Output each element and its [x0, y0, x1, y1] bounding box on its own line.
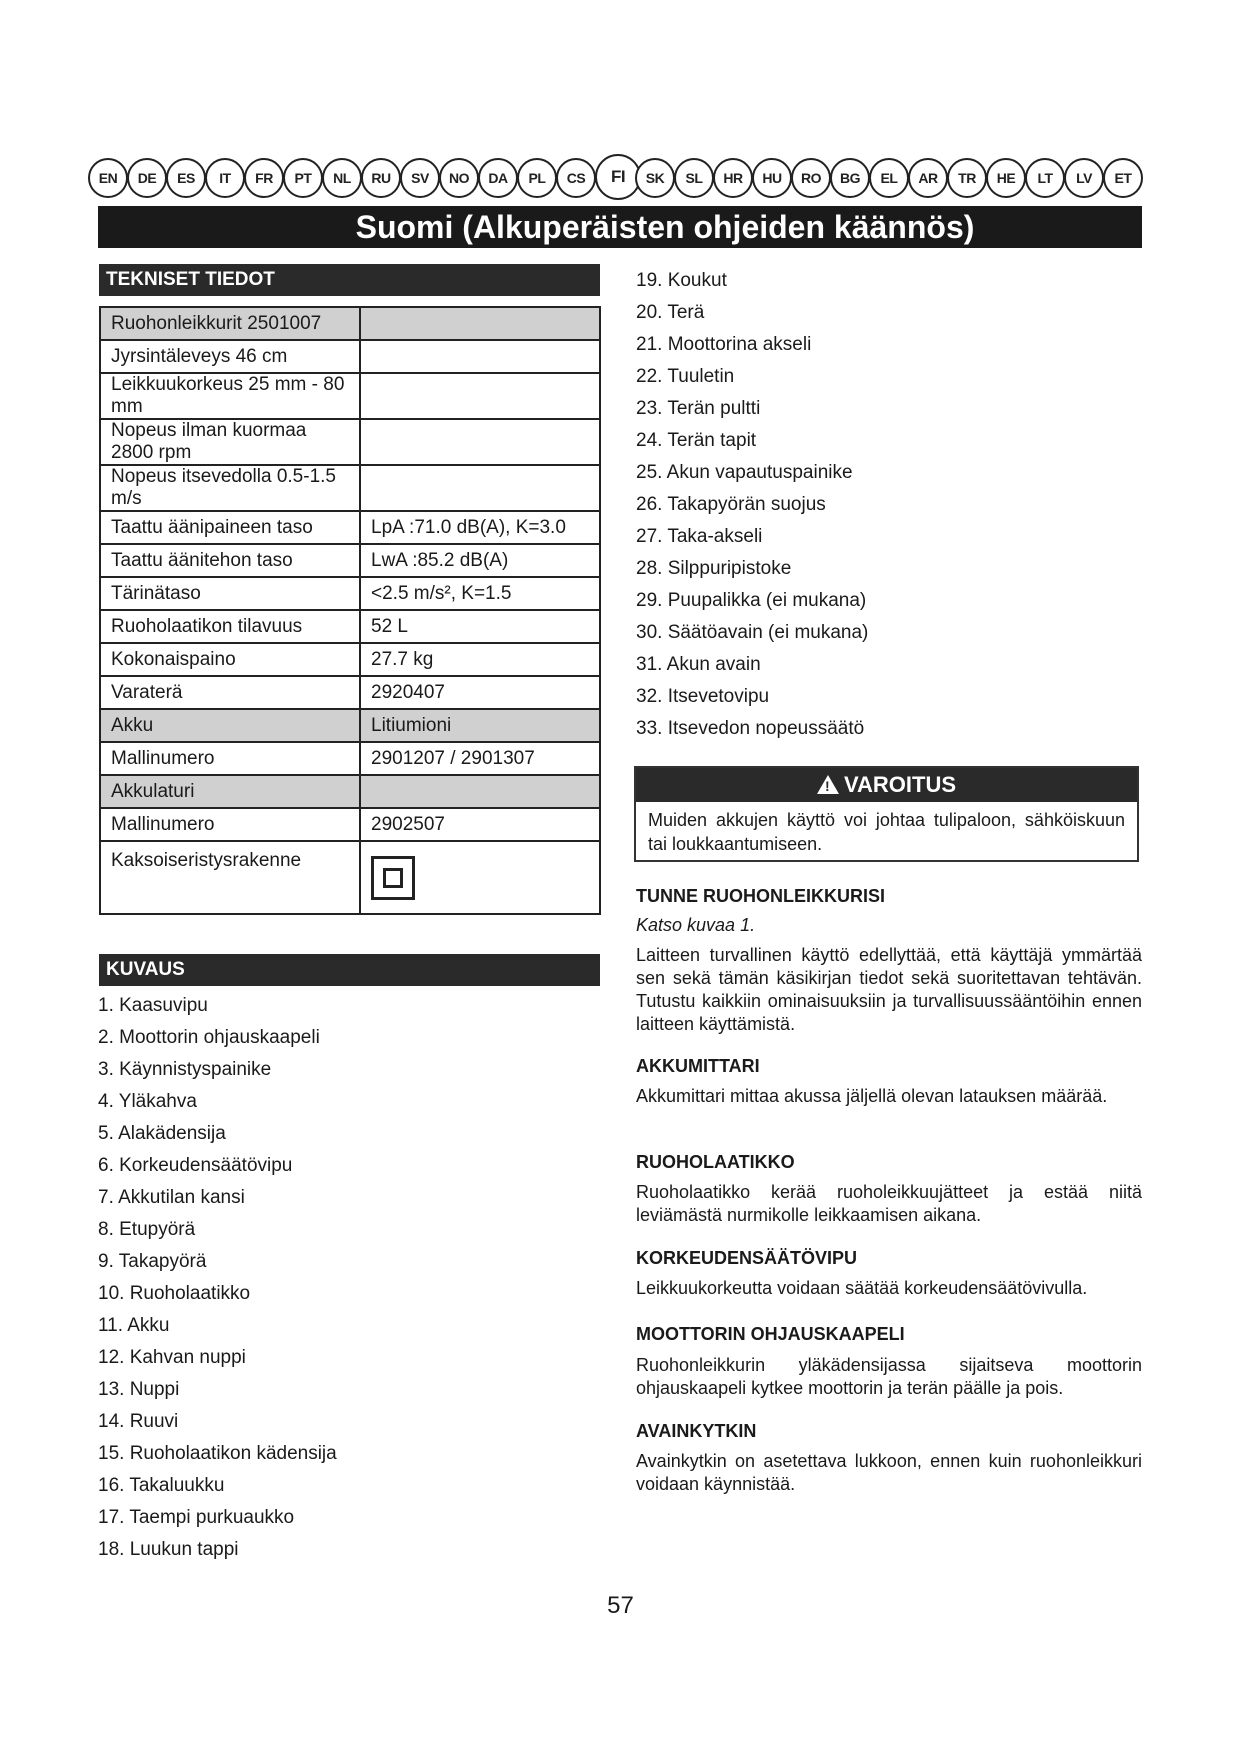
spec-row: [100, 610, 600, 643]
list-item: 10. Ruoholaatikko: [98, 1283, 251, 1304]
language-tab-es: ES: [166, 158, 206, 198]
spec-row: [100, 676, 600, 709]
spec-value: 2901207 / 2901307: [360, 742, 600, 775]
warning-box: [634, 766, 1139, 862]
spec-label: Taattu äänitehon taso: [100, 544, 360, 577]
list-item: 24. Terän tapit: [636, 430, 757, 451]
language-tab-hr: HR: [713, 158, 753, 198]
language-bar: [88, 158, 1142, 200]
spec-value: [360, 841, 600, 914]
list-item: 14. Ruuvi: [98, 1411, 179, 1432]
section-heading: AKKUMITTARI: [636, 1056, 760, 1076]
language-tab-sl: SL: [674, 158, 714, 198]
spec-label: Ruohonleikkurit 2501007: [100, 307, 360, 340]
section-text: Akkumittari mittaa akussa jäljellä olevan latauksen määrää.: [636, 1086, 1108, 1106]
language-tab-el: EL: [869, 158, 909, 198]
list-item: 9. Takapyörä: [98, 1251, 207, 1272]
spec-value: [360, 465, 600, 511]
list-item: 6. Korkeudensäätövipu: [98, 1155, 293, 1176]
spec-label: Jyrsintäleveys 46 cm: [100, 340, 360, 373]
spec-row: [100, 742, 600, 775]
section-heading: KORKEUDENSÄÄTÖVIPU: [636, 1248, 858, 1268]
language-tab-lt: LT: [1025, 158, 1065, 198]
language-tab-pl: PL: [517, 158, 557, 198]
parts-list-right: [636, 265, 1116, 745]
list-item: 23. Terän pultti: [636, 398, 761, 419]
spec-label: Leikkuukorkeus 25 mm - 80 mm: [100, 373, 360, 419]
language-tab-da: DA: [478, 158, 518, 198]
section-subheading: Katso kuvaa 1.: [636, 915, 756, 935]
language-tab-he: HE: [986, 158, 1026, 198]
list-item: 15. Ruoholaatikon kädensija: [98, 1443, 337, 1464]
spec-row: [100, 709, 600, 742]
list-item: 12. Kahvan nuppi: [98, 1347, 246, 1368]
list-item: 20. Terä: [636, 302, 705, 323]
warning-header: [636, 768, 1137, 802]
page-title: Suomi (Alkuperäisten ohjeiden käännös): [98, 206, 1142, 248]
spec-value: 52 L: [360, 610, 600, 643]
spec-label: Taattu äänipaineen taso: [100, 511, 360, 544]
language-tab-hu: HU: [752, 158, 792, 198]
list-item: 28. Silppuripistoke: [636, 558, 792, 579]
spec-value: [360, 307, 600, 340]
spec-label: Mallinumero: [100, 742, 360, 775]
spec-value: LpA :71.0 dB(A), K=3.0: [360, 511, 600, 544]
spec-row: [100, 419, 600, 465]
spec-row: [100, 307, 600, 340]
list-item: 30. Säätöavain (ei mukana): [636, 622, 869, 643]
list-item: 33. Itsevedon nopeussäätö: [636, 718, 865, 739]
language-tab-et: ET: [1103, 158, 1143, 198]
list-item: 18. Luukun tappi: [98, 1539, 239, 1560]
spec-value: 2920407: [360, 676, 600, 709]
section-text: Ruohonleikkurin yläkädensijassa sijaitseva moottorin ohjauskaapeli kytkee moottorin ja terän päälle ja pois.: [636, 1355, 1142, 1398]
language-tab-fi: FI: [595, 154, 641, 200]
list-item: 26. Takapyörän suojus: [636, 494, 826, 515]
section-text: Laitteen turvallinen käyttö edellyttää, että käyttäjä ymmärtää sen sekä tämän käsikirjan tiedot sekä suoritettavan tehtävän. Tutustu kaikkiin ominaisuuksiin ja turvallisuussääntöihin ennen laitteen käyttämistä.: [636, 945, 1142, 1034]
list-item: 19. Koukut: [636, 270, 727, 291]
language-tab-de: DE: [127, 158, 167, 198]
list-item: 22. Tuuletin: [636, 366, 735, 387]
spec-value: [360, 340, 600, 373]
section-heading: MOOTTORIN OHJAUSKAAPELI: [636, 1324, 905, 1344]
spec-label: Akkulaturi: [100, 775, 360, 808]
warning-text: Muiden akkujen käyttö voi johtaa tulipaloon, sähköiskuun tai loukkaantumiseen.: [648, 810, 1125, 854]
language-tab-pt: PT: [283, 158, 323, 198]
spec-value: 27.7 kg: [360, 643, 600, 676]
language-tab-it: IT: [205, 158, 245, 198]
spec-label: Nopeus ilman kuormaa 2800 rpm: [100, 419, 360, 465]
section-heading: AVAINKYTKIN: [636, 1421, 757, 1441]
section-text: Ruoholaatikko kerää ruoholeikkuujätteet ja estää niitä leviämästä nurmikolle leikkaamisen aikana.: [636, 1182, 1142, 1225]
spec-value: [360, 373, 600, 419]
language-tab-tr: TR: [947, 158, 987, 198]
list-item: 32. Itsevetovipu: [636, 686, 770, 707]
language-tab-en: EN: [88, 158, 128, 198]
language-tab-bg: BG: [830, 158, 870, 198]
list-item: 17. Taempi purkuaukko: [98, 1507, 295, 1528]
list-item: 25. Akun vapautuspainike: [636, 462, 853, 483]
parts-list-left: [98, 990, 578, 1566]
spec-label: Akku: [100, 709, 360, 742]
warning-heading: VAROITUS: [843, 772, 957, 797]
spec-row: [100, 775, 600, 808]
list-item: 31. Akun avain: [636, 654, 761, 675]
language-tab-cs: CS: [556, 158, 596, 198]
language-tab-sv: SV: [400, 158, 440, 198]
spec-label: Kaksoiseristysrakenne: [100, 841, 360, 914]
spec-label: Varaterä: [100, 676, 360, 709]
spec-label: Ruoholaatikon tilavuus: [100, 610, 360, 643]
double-insulation-icon: [371, 856, 415, 900]
list-item: 2. Moottorin ohjauskaapeli: [98, 1027, 320, 1048]
spec-label: Tärinätaso: [100, 577, 360, 610]
language-tab-sk: SK: [635, 158, 675, 198]
spec-value: 2902507: [360, 808, 600, 841]
language-tab-nl: NL: [322, 158, 362, 198]
spec-row: [100, 643, 600, 676]
spec-row: [100, 340, 600, 373]
section-heading: RUOHOLAATIKKO: [636, 1152, 795, 1172]
list-item: 11. Akku: [98, 1315, 170, 1336]
specs-table: [99, 306, 601, 915]
language-tab-ro: RO: [791, 158, 831, 198]
list-item: 4. Yläkahva: [98, 1091, 197, 1112]
language-tab-no: NO: [439, 158, 479, 198]
spec-label: Kokonaispaino: [100, 643, 360, 676]
list-item: 29. Puupalikka (ei mukana): [636, 590, 867, 611]
spec-row: [100, 841, 600, 914]
list-item: 13. Nuppi: [98, 1379, 180, 1400]
spec-row: [100, 511, 600, 544]
spec-row: [100, 577, 600, 610]
section-text: Leikkuukorkeutta voidaan säätää korkeudensäätövivulla.: [636, 1278, 1088, 1298]
spec-value: Litiumioni: [360, 709, 600, 742]
spec-value: [360, 775, 600, 808]
specs-heading: TEKNISET TIEDOT: [99, 264, 600, 296]
spec-row: [100, 808, 600, 841]
language-tab-ar: AR: [908, 158, 948, 198]
list-item: 8. Etupyörä: [98, 1219, 196, 1240]
language-tab-fr: FR: [244, 158, 284, 198]
warning-icon: [817, 775, 839, 794]
spec-value: [360, 419, 600, 465]
spec-value: LwA :85.2 dB(A): [360, 544, 600, 577]
section-text: Avainkytkin on asetettava lukkoon, ennen kuin ruohonleikkuri voidaan käynnistää.: [636, 1451, 1142, 1494]
list-item: 16. Takaluukku: [98, 1475, 225, 1496]
spec-row: [100, 544, 600, 577]
spec-row: [100, 373, 600, 419]
list-item: 5. Alakädensija: [98, 1123, 226, 1144]
list-item: 21. Moottorina akseli: [636, 334, 812, 355]
spec-value: <2.5 m/s², K=1.5: [360, 577, 600, 610]
list-item: 27. Taka-akseli: [636, 526, 763, 547]
list-item: 1. Kaasuvipu: [98, 995, 208, 1016]
spec-row: [100, 465, 600, 511]
description-heading: KUVAUS: [99, 954, 600, 986]
section-heading: TUNNE RUOHONLEIKKURISI: [636, 886, 886, 906]
list-item: 3. Käynnistyspainike: [98, 1059, 272, 1080]
spec-label: Nopeus itsevedolla 0.5-1.5 m/s: [100, 465, 360, 511]
language-tab-ru: RU: [361, 158, 401, 198]
language-tab-lv: LV: [1064, 158, 1104, 198]
spec-label: Mallinumero: [100, 808, 360, 841]
page-number: 57: [607, 1592, 634, 1619]
list-item: 7. Akkutilan kansi: [98, 1187, 245, 1208]
